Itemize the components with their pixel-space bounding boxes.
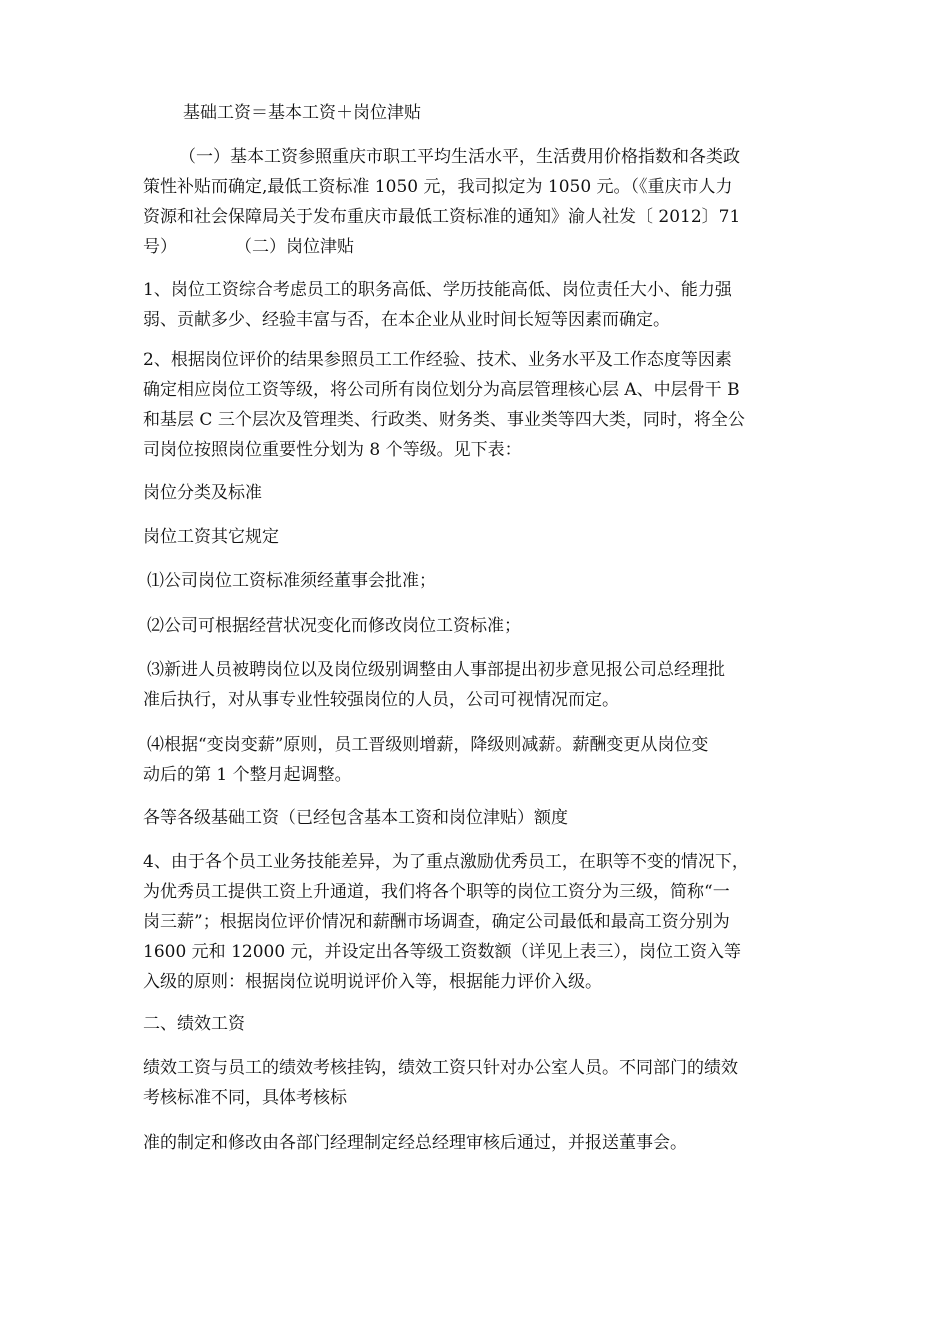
basic-wage-line: 策性补贴而确定,最低工资标准 1050 元，我司拟定为 1050 元。（《重庆市人力 [143,177,733,197]
wage-formula: 基础工资＝基本工资＋岗位津贴 [183,103,421,123]
rule-item: ⑷根据“变岗变薪”原则，员工晋级则增薪，降级则减薪。薪酬变更从岗位变 动后的第 1 个整月起调整。 [143,735,709,785]
rule-item: ⑶新进人员被聘岗位以及岗位级别调整由人事部提出初步意见报公司总经理批 准后执行，对从事专业性较强岗位的人员，公司可视情况而定。 [143,660,725,710]
paragraph-2: 2、根据岗位评价的结果参照员工工作经验、技术、业务水平及工作态度等因素 确定相应岗位工资等级，将公司所有岗位划分为高层管理核心层 A、中层骨干 B 和基层 C 三个层次及管理类、行政类、财务类、事业类等四大类，同时，将全公 司岗位按照岗位重要性分划为 8 个等级。见下表： [143,350,745,460]
performance-paragraph-2: 准的制定和修改由各部门经理制定经总经理审核后通过，并报送董事会。 [143,1133,687,1153]
basic-wage-paragraph [143,142,859,262]
basic-wage-line: 资源和社会保障局关于发布重庆市最低工资标准的通知》渝人社发〔 2012〕71 [143,207,741,227]
allowance-heading: （二）岗位津贴 [235,237,354,257]
basic-wage-line: 号） （二）岗位津贴 [143,237,354,257]
rule-item: ⑴公司岗位工资标准须经董事会批准； [147,571,436,591]
performance-paragraph: 绩效工资与员工的绩效考核挂钩，绩效工资只针对办公室人员。不同部门的绩效 考核标准不同，具体考核标 [143,1058,738,1108]
heading-grades: 各等各级基础工资（已经包含基本工资和岗位津贴）额度 [143,808,568,828]
heading-performance: 二、绩效工资 [143,1014,245,1034]
heading-other-rules: 岗位工资其它规定 [143,527,279,547]
paragraph-4: 4、由于各个员工业务技能差异，为了重点激励优秀员工，在职等不变的情况下， 为优秀员工提供工资上升通道，我们将各个职等的岗位工资分为三级，简称“一 岗三薪”；根据岗位评价情况和薪酬市场调查，确定公司最低和最高工资分别为 1600 元和 12000 元，并设定出各等级工资数额（详见上表三），岗位工资入等 入级的原则：根据岗位说明说评价入等，根据能力评价入级。 [143,852,749,992]
heading-classification: 岗位分类及标准 [143,483,262,503]
basic-wage-line: （一）基本工资参照重庆市职工平均生活水平，生活费用价格指数和各类政 [179,147,740,167]
paragraph-1: 1、岗位工资综合考虑员工的职务高低、学历技能高低、岗位责任大小、能力强 弱、贡献多少、经验丰富与否，在本企业从业时间长短等因素而确定。 [143,280,732,330]
rule-item: ⑵公司可根据经营状况变化而修改岗位工资标准； [147,616,521,636]
